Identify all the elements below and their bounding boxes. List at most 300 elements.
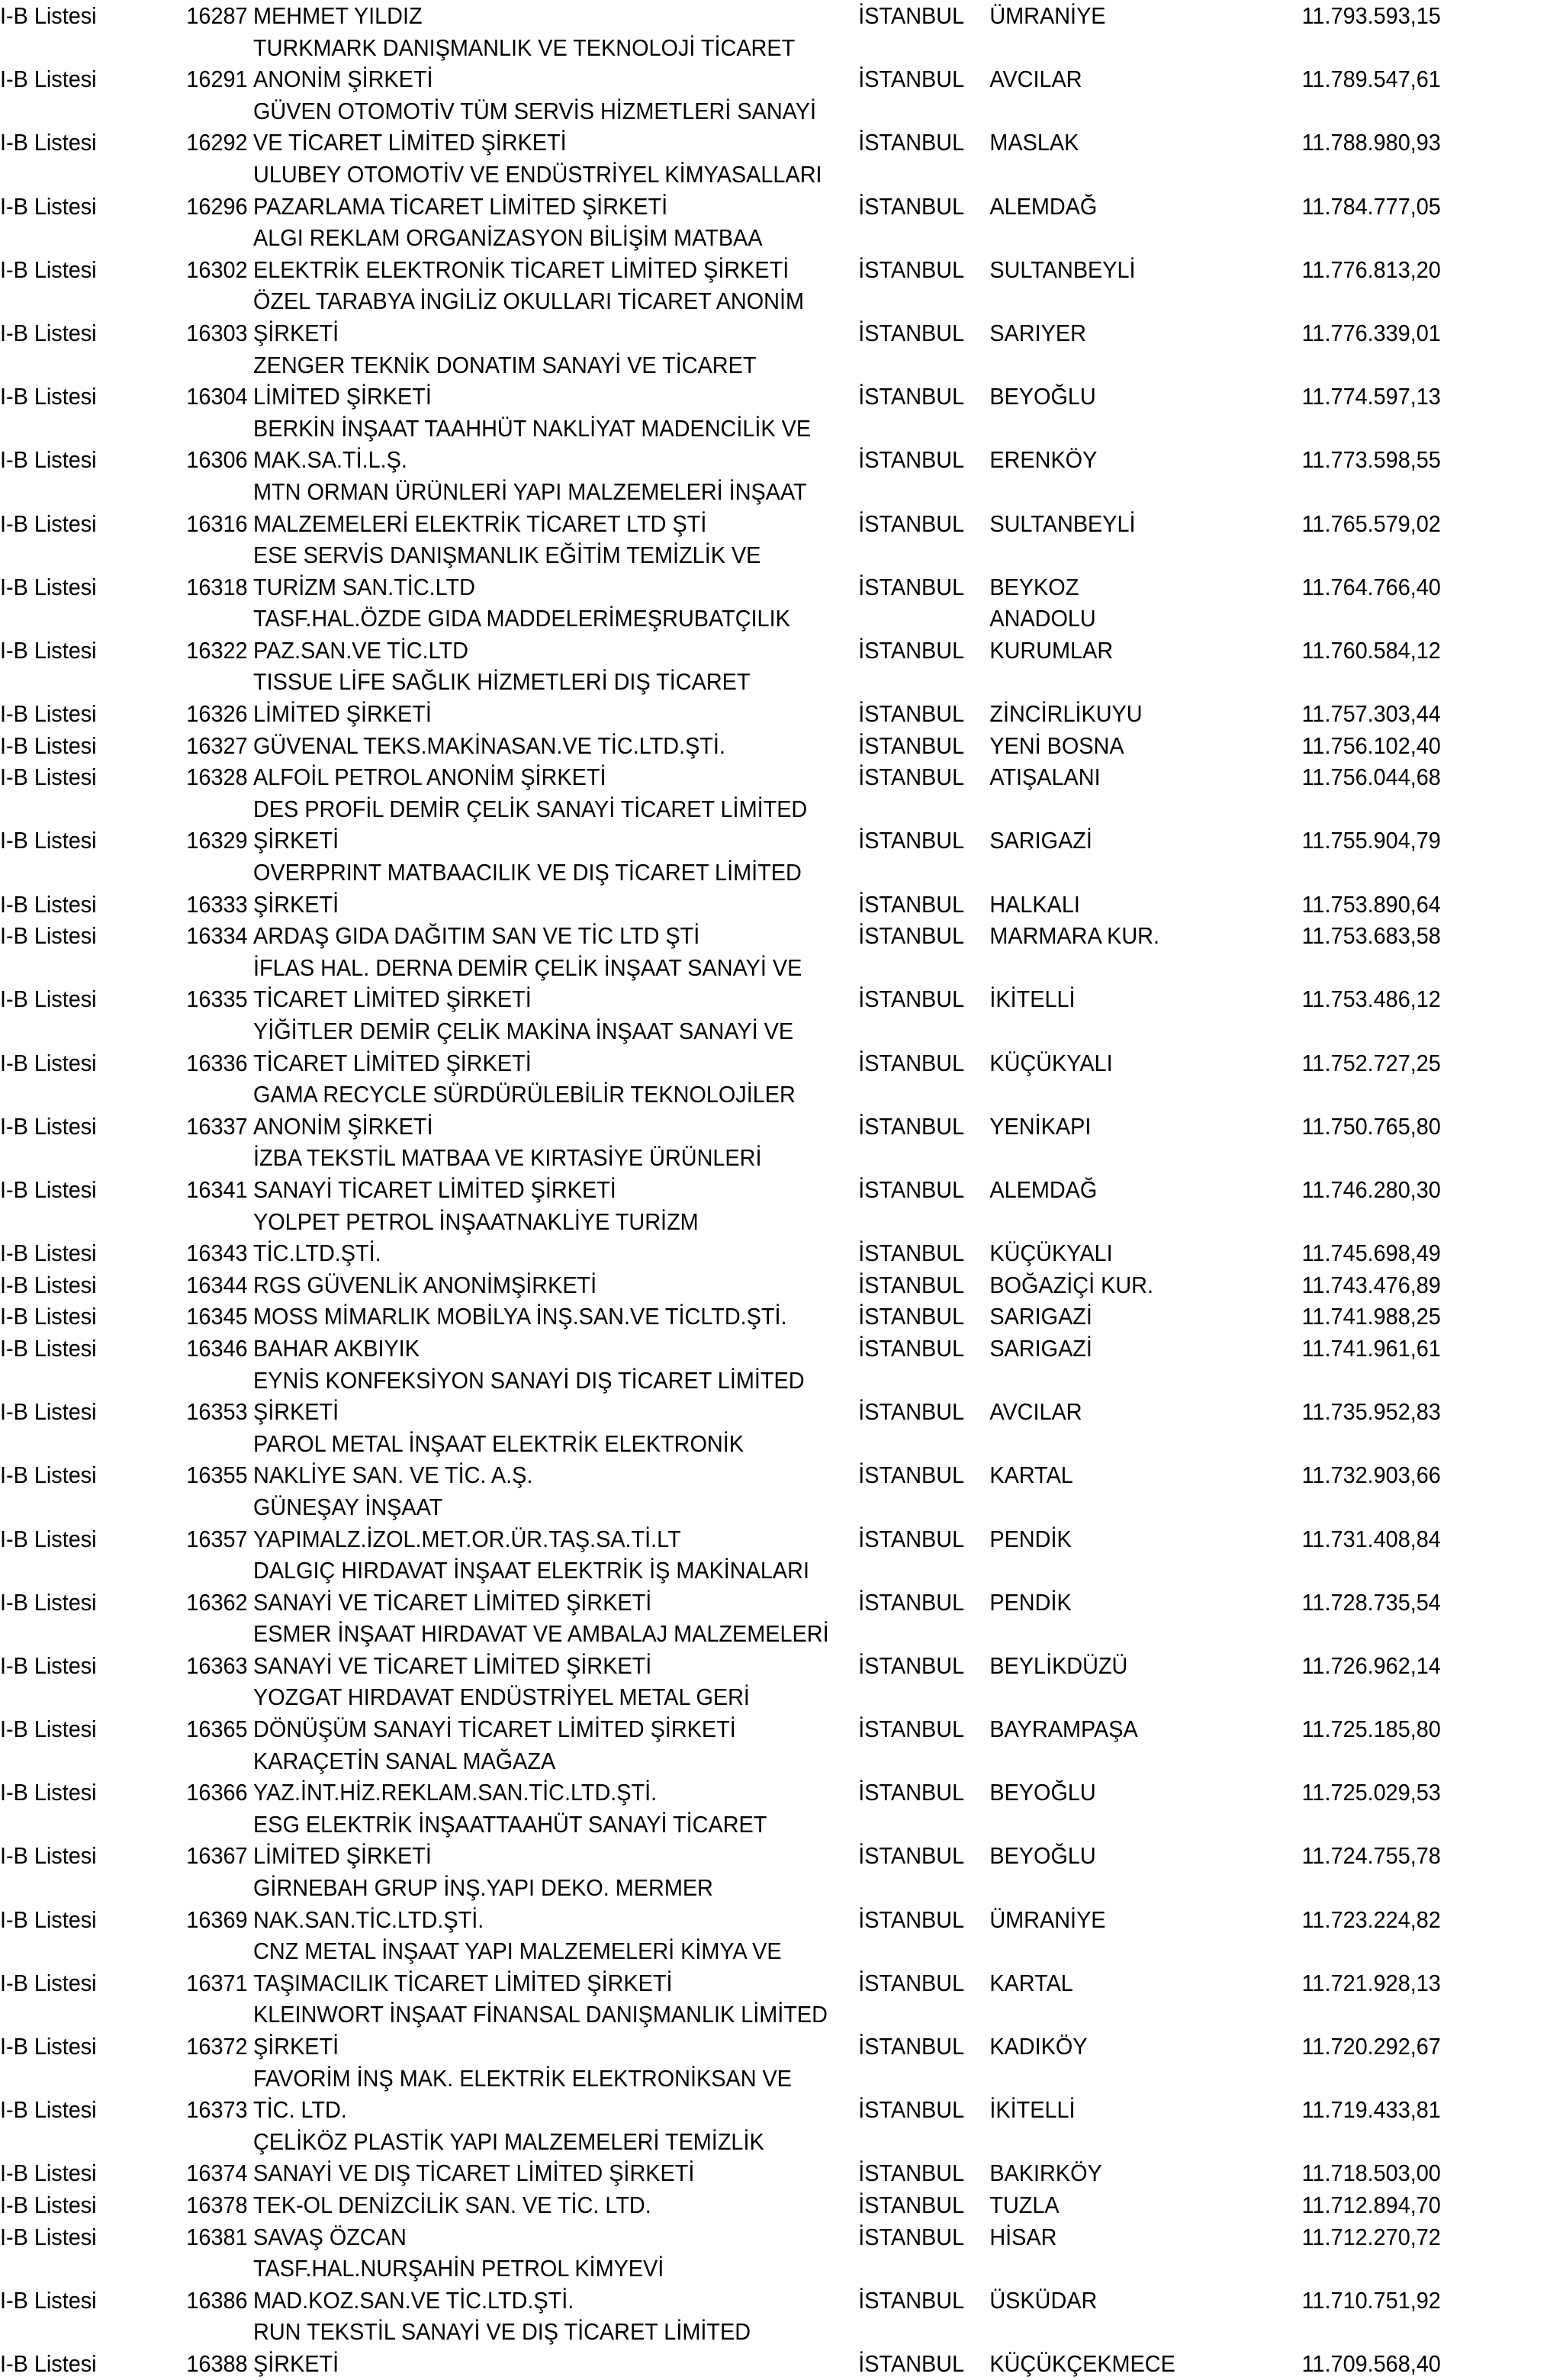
table-row bbox=[0, 1935, 1550, 1999]
district-line bbox=[989, 1015, 1273, 1047]
name-line: ESE SERVİS DANIŞMANLIK EĞİTİM TEMİZLİK VE bbox=[253, 542, 761, 569]
table-row bbox=[0, 2221, 1550, 2253]
debt-amount: 11.757.303,44 bbox=[1301, 700, 1441, 728]
list-type: I-B Listesi bbox=[0, 1716, 97, 1743]
district-line: BEYOĞLU bbox=[989, 1842, 1096, 1870]
district-line: SARIGAZİ bbox=[989, 1334, 1092, 1362]
sequence-number: 16335 bbox=[186, 986, 248, 1013]
table-row bbox=[0, 1365, 1550, 1428]
list-type: I-B Listesi bbox=[0, 1240, 97, 1267]
debt-amount: 11.774.597,13 bbox=[1301, 383, 1441, 410]
name-line: MAD.KOZ.SAN.VE TİC.LTD.ŞTİ. bbox=[253, 2286, 574, 2314]
district-line: BEYLİKDÜZÜ bbox=[989, 1652, 1128, 1679]
debt-amount: 11.735.952,83 bbox=[1301, 1398, 1441, 1426]
tax-office bbox=[989, 1142, 1273, 1205]
sequence-number: 16365 bbox=[186, 1716, 248, 1743]
city: İSTANBUL bbox=[858, 1779, 965, 1806]
city: İSTANBUL bbox=[858, 1716, 965, 1743]
city: İSTANBUL bbox=[858, 2223, 965, 2250]
list-type: I-B Listesi bbox=[0, 1525, 97, 1552]
list-type: I-B Listesi bbox=[0, 383, 97, 410]
tax-office bbox=[989, 1809, 1273, 1872]
district-line: ERENKÖY bbox=[989, 446, 1098, 474]
list-type: I-B Listesi bbox=[0, 510, 97, 537]
district-line: ZİNCİRLİKUYU bbox=[989, 700, 1143, 728]
tax-office bbox=[989, 349, 1273, 413]
district-line bbox=[989, 413, 1273, 445]
list-type: I-B Listesi bbox=[0, 986, 97, 1013]
list-type: I-B Listesi bbox=[0, 764, 97, 791]
name-line: PAROL METAL İNŞAAT ELEKTRİK ELEKTRONİK bbox=[253, 1430, 744, 1457]
debt-amount: 11.760.584,12 bbox=[1301, 636, 1441, 664]
sequence-number: 16386 bbox=[186, 2286, 248, 2314]
city: İSTANBUL bbox=[858, 1525, 965, 1552]
name-line: GAMA RECYCLE SÜRDÜRÜLEBİLİR TEKNOLOJİLER bbox=[253, 1081, 796, 1108]
taxpayer-name bbox=[252, 952, 858, 1015]
city: İSTANBUL bbox=[858, 1112, 965, 1140]
city: İSTANBUL bbox=[858, 732, 965, 759]
district-line bbox=[989, 1809, 1273, 1841]
table-row bbox=[0, 1681, 1550, 1745]
district-line: YENİ BOSNA bbox=[989, 732, 1124, 759]
district-line: AVCILAR bbox=[989, 66, 1082, 93]
name-line: TASF.HAL.NURŞAHİN PETROL KİMYEVİ bbox=[253, 2255, 664, 2282]
name-line: TİCARET LİMİTED ŞİRKETİ bbox=[253, 1049, 532, 1076]
city: İSTANBUL bbox=[858, 1842, 965, 1870]
name-line: TEK-OL DENİZCİLİK SAN. VE TİC. LTD. bbox=[253, 2191, 651, 2218]
tax-office bbox=[989, 2253, 1273, 2316]
list-type: I-B Listesi bbox=[0, 1271, 97, 1298]
name-line: YİĞİTLER DEMİR ÇELİK MAKİNA İNŞAAT SANAYİ VE bbox=[253, 1018, 794, 1044]
name-line: LİMİTED ŞİRKETİ bbox=[253, 700, 432, 728]
list-type: I-B Listesi bbox=[0, 2033, 97, 2060]
list-type: I-B Listesi bbox=[0, 922, 97, 950]
taxpayer-name bbox=[252, 413, 858, 476]
taxpayer-name bbox=[252, 222, 858, 285]
taxpayer-name bbox=[252, 2126, 858, 2189]
table-row bbox=[0, 1999, 1550, 2062]
district-line: SULTANBEYLİ bbox=[989, 510, 1136, 537]
taxpayer-name bbox=[252, 1428, 858, 1491]
sequence-number: 16341 bbox=[186, 1176, 248, 1203]
name-line: GİRNEBAH GRUP İNŞ.YAPI DEKO. MERMER bbox=[253, 1874, 713, 1902]
list-type: I-B Listesi bbox=[0, 636, 97, 664]
district-line bbox=[989, 2253, 1273, 2285]
table-row bbox=[0, 159, 1550, 222]
table-row bbox=[0, 1809, 1550, 1872]
name-line: MAK.SA.Tİ.L.Ş. bbox=[253, 446, 407, 474]
name-line: KLEINWORT İNŞAAT FİNANSAL DANIŞMANLIK LİMİTED bbox=[253, 2001, 828, 2028]
district-line bbox=[989, 1142, 1273, 1174]
name-line: RGS GÜVENLİK ANONİMŞİRKETİ bbox=[253, 1271, 597, 1298]
district-line bbox=[989, 539, 1273, 571]
debt-amount: 11.746.280,30 bbox=[1301, 1176, 1441, 1203]
city: İSTANBUL bbox=[858, 2160, 965, 2187]
tax-office bbox=[989, 2063, 1273, 2126]
list-type: I-B Listesi bbox=[0, 446, 97, 474]
name-line: MALZEMELERİ ELEKTRİK TİCARET LTD ŞTİ bbox=[253, 510, 707, 537]
sequence-number: 16292 bbox=[186, 129, 248, 156]
city: İSTANBUL bbox=[858, 319, 965, 346]
debt-amount: 11.719.433,81 bbox=[1301, 2096, 1441, 2124]
name-line: ANONİM ŞİRKETİ bbox=[253, 66, 433, 93]
list-type: I-B Listesi bbox=[0, 2286, 97, 2314]
name-line: GÜVEN OTOMOTİV TÜM SERVİS HİZMETLERİ SANAYİ bbox=[253, 97, 816, 124]
debt-amount: 11.743.476,89 bbox=[1301, 1271, 1441, 1298]
list-type: I-B Listesi bbox=[0, 1462, 97, 1489]
sequence-number: 16372 bbox=[186, 2033, 248, 2060]
district-line: KARTAL bbox=[989, 1969, 1073, 1996]
taxpayer-name bbox=[252, 2253, 858, 2316]
list-type: I-B Listesi bbox=[0, 1652, 97, 1679]
taxpayer-name bbox=[252, 920, 858, 952]
district-line: ALEMDAĞ bbox=[989, 192, 1098, 220]
city: İSTANBUL bbox=[858, 922, 965, 950]
district-line bbox=[989, 222, 1273, 254]
list-type: I-B Listesi bbox=[0, 890, 97, 918]
city: İSTANBUL bbox=[858, 256, 965, 283]
taxpayer-name bbox=[252, 476, 858, 539]
debt-amount: 11.765.579,02 bbox=[1301, 510, 1441, 537]
list-type: I-B Listesi bbox=[0, 2349, 97, 2377]
debt-amount: 11.712.270,72 bbox=[1301, 2223, 1441, 2250]
debt-amount: 11.753.486,12 bbox=[1301, 986, 1441, 1013]
sequence-number: 16362 bbox=[186, 1588, 248, 1616]
district-line bbox=[989, 1745, 1273, 1777]
district-line: SULTANBEYLİ bbox=[989, 256, 1136, 283]
name-line: NAK.SAN.TİC.LTD.ŞTİ. bbox=[253, 1906, 484, 1933]
city: İSTANBUL bbox=[858, 66, 965, 93]
city: İSTANBUL bbox=[858, 636, 965, 664]
tax-office bbox=[989, 2316, 1273, 2379]
tax-office bbox=[989, 539, 1273, 603]
taxpayer-name bbox=[252, 1555, 858, 1618]
city: İSTANBUL bbox=[858, 1176, 965, 1203]
city: İSTANBUL bbox=[858, 1398, 965, 1426]
district-line: MARMARA KUR. bbox=[989, 922, 1160, 950]
list-type: I-B Listesi bbox=[0, 129, 97, 156]
debt-amount: 11.710.751,92 bbox=[1301, 2286, 1441, 2314]
district-line bbox=[989, 1428, 1273, 1460]
name-line: ANONİM ŞİRKETİ bbox=[253, 1112, 433, 1140]
name-line: RUN TEKSTİL SANAYİ VE DIŞ TİCARET LİMİTED bbox=[253, 2318, 751, 2346]
sequence-number: 16306 bbox=[186, 446, 248, 474]
city: İSTANBUL bbox=[858, 1271, 965, 1298]
name-line: ALGI REKLAM ORGANİZASYON BİLİŞİM MATBAA bbox=[253, 224, 763, 252]
name-line: ULUBEY OTOMOTİV VE ENDÜSTRİYEL KİMYASALLARI bbox=[253, 160, 822, 188]
district-line bbox=[989, 793, 1273, 825]
district-line: BOĞAZİÇİ KUR. bbox=[989, 1271, 1154, 1298]
taxpayer-name bbox=[252, 1301, 858, 1333]
list-type: I-B Listesi bbox=[0, 573, 97, 600]
district-line: ÜMRANİYE bbox=[989, 1906, 1106, 1933]
taxpayer-name bbox=[252, 285, 858, 349]
name-line: LİMİTED ŞİRKETİ bbox=[253, 1842, 432, 1870]
name-line: TİCARET LİMİTED ŞİRKETİ bbox=[253, 986, 532, 1013]
debt-amount: 11.753.683,58 bbox=[1301, 922, 1441, 950]
city: İSTANBUL bbox=[858, 192, 965, 220]
debt-amount: 11.741.988,25 bbox=[1301, 1303, 1441, 1330]
tax-office bbox=[989, 2221, 1273, 2253]
district-line bbox=[989, 1206, 1273, 1238]
sequence-number: 16328 bbox=[186, 764, 248, 791]
taxpayer-name bbox=[252, 1681, 858, 1745]
name-line: YAZ.İNT.HİZ.REKLAM.SAN.TİC.LTD.ŞTİ. bbox=[253, 1779, 658, 1806]
list-type: I-B Listesi bbox=[0, 256, 97, 283]
sequence-number: 16378 bbox=[186, 2191, 248, 2218]
city: İSTANBUL bbox=[858, 764, 965, 791]
tax-office bbox=[989, 159, 1273, 222]
sequence-number: 16369 bbox=[186, 1906, 248, 1933]
city: İSTANBUL bbox=[858, 1906, 965, 1933]
tax-office bbox=[989, 1618, 1273, 1681]
table-row bbox=[0, 1301, 1550, 1333]
sequence-number: 16357 bbox=[186, 1525, 248, 1552]
name-line: SANAYİ VE TİCARET LİMİTED ŞİRKETİ bbox=[253, 1652, 652, 1679]
debt-amount: 11.721.928,13 bbox=[1301, 1969, 1441, 1996]
sequence-number: 16388 bbox=[186, 2349, 248, 2377]
taxpayer-name bbox=[252, 95, 858, 159]
tax-office bbox=[989, 222, 1273, 285]
name-line: ŞİRKETİ bbox=[253, 890, 339, 918]
debt-amount: 11.756.044,68 bbox=[1301, 764, 1441, 791]
district-line bbox=[989, 666, 1273, 698]
district-line bbox=[989, 1999, 1273, 2031]
tax-office bbox=[989, 1491, 1273, 1555]
taxpayer-name bbox=[252, 603, 858, 666]
table-row bbox=[0, 0, 1550, 32]
sequence-number: 16371 bbox=[186, 1969, 248, 1996]
taxpayer-name bbox=[252, 1872, 858, 1935]
district-line bbox=[989, 1872, 1273, 1904]
city: İSTANBUL bbox=[858, 510, 965, 537]
taxpayer-name bbox=[252, 1079, 858, 1142]
table-row bbox=[0, 1491, 1550, 1555]
district-line: KÜÇÜKYALI bbox=[989, 1240, 1113, 1267]
city: İSTANBUL bbox=[858, 1049, 965, 1076]
list-type: I-B Listesi bbox=[0, 827, 97, 854]
taxpayer-name bbox=[252, 1618, 858, 1681]
city: İSTANBUL bbox=[858, 2191, 965, 2218]
list-type: I-B Listesi bbox=[0, 1588, 97, 1616]
table-row bbox=[0, 285, 1550, 349]
table-row bbox=[0, 2126, 1550, 2189]
tax-office bbox=[989, 857, 1273, 920]
name-line: ESMER İNŞAAT HIRDAVAT VE AMBALAJ MALZEMELERİ bbox=[253, 1620, 829, 1648]
sequence-number: 16291 bbox=[186, 66, 248, 93]
name-line: TISSUE LİFE SAĞLIK HİZMETLERİ DIŞ TİCARET bbox=[253, 668, 751, 696]
sequence-number: 16287 bbox=[186, 2, 248, 29]
name-line: YAPIMALZ.İZOL.MET.OR.ÜR.TAŞ.SA.Tİ.LT bbox=[253, 1525, 681, 1552]
table-row bbox=[0, 95, 1550, 159]
district-line: BEYKOZ bbox=[989, 573, 1079, 600]
name-line: TASF.HAL.ÖZDE GIDA MADDELERİMEŞRUBATÇILIK bbox=[253, 605, 790, 632]
sequence-number: 16363 bbox=[186, 1652, 248, 1679]
sequence-number: 16374 bbox=[186, 2160, 248, 2187]
city: İSTANBUL bbox=[858, 2349, 965, 2377]
sequence-number: 16327 bbox=[186, 732, 248, 759]
table-row bbox=[0, 413, 1550, 476]
taxpayer-name bbox=[252, 2063, 858, 2126]
name-line: TİC.LTD.ŞTİ. bbox=[253, 1240, 381, 1267]
table-row bbox=[0, 2189, 1550, 2221]
city: İSTANBUL bbox=[858, 129, 965, 156]
taxpayer-name bbox=[252, 2316, 858, 2379]
table-row bbox=[0, 666, 1550, 729]
district-line: BAKIRKÖY bbox=[989, 2160, 1102, 2187]
tax-office bbox=[989, 1079, 1273, 1142]
name-line: BERKİN İNŞAAT TAAHHÜT NAKLİYAT MADENCİLİK VE bbox=[253, 414, 812, 442]
district-line: SARIGAZİ bbox=[989, 1303, 1092, 1330]
sequence-number: 16329 bbox=[186, 827, 248, 854]
district-line: PENDİK bbox=[989, 1588, 1072, 1616]
table-row bbox=[0, 1015, 1550, 1079]
name-line: ŞİRKETİ bbox=[253, 827, 339, 854]
table-row bbox=[0, 1142, 1550, 1205]
debt-amount: 11.750.765,80 bbox=[1301, 1112, 1441, 1140]
list-type: I-B Listesi bbox=[0, 319, 97, 346]
tax-office bbox=[989, 2126, 1273, 2189]
taxpayer-name bbox=[252, 1269, 858, 1301]
list-type: I-B Listesi bbox=[0, 1334, 97, 1362]
district-line: KURUMLAR bbox=[989, 636, 1114, 664]
district-line: AVCILAR bbox=[989, 1398, 1082, 1426]
table-row bbox=[0, 1428, 1550, 1491]
name-line: NAKLİYE SAN. VE TİC. A.Ş. bbox=[253, 1462, 533, 1489]
list-type: I-B Listesi bbox=[0, 2096, 97, 2124]
name-line: ESG ELEKTRİK İNŞAATTAAHÜT SANAYİ TİCARET bbox=[253, 1810, 767, 1838]
tax-office bbox=[989, 1555, 1273, 1618]
table-row bbox=[0, 1872, 1550, 1935]
list-type: I-B Listesi bbox=[0, 1842, 97, 1870]
list-type: I-B Listesi bbox=[0, 1303, 97, 1330]
district-line: YENİKAPI bbox=[989, 1112, 1092, 1140]
district-line bbox=[989, 32, 1273, 64]
district-line bbox=[989, 2316, 1273, 2348]
tax-office bbox=[989, 1935, 1273, 1999]
sequence-number: 16333 bbox=[186, 890, 248, 918]
table-row bbox=[0, 793, 1550, 857]
tax-office bbox=[989, 413, 1273, 476]
district-line bbox=[989, 1618, 1273, 1650]
debt-amount: 11.784.777,05 bbox=[1301, 192, 1441, 220]
district-line bbox=[989, 285, 1273, 317]
list-type: I-B Listesi bbox=[0, 2160, 97, 2187]
district-line: KADIKÖY bbox=[989, 2033, 1088, 2060]
tax-office bbox=[989, 952, 1273, 1015]
name-line: FAVORİM İNŞ MAK. ELEKTRİK ELEKTRONİKSAN VE bbox=[253, 2064, 792, 2092]
taxpayer-name bbox=[252, 857, 858, 920]
district-line: HALKALI bbox=[989, 890, 1080, 918]
list-type: I-B Listesi bbox=[0, 1398, 97, 1426]
sequence-number: 16326 bbox=[186, 700, 248, 728]
district-line: SARIGAZİ bbox=[989, 827, 1092, 854]
table-row bbox=[0, 349, 1550, 413]
taxpayer-name bbox=[252, 539, 858, 603]
tax-office bbox=[989, 1365, 1273, 1428]
taxpayer-name bbox=[252, 1935, 858, 1999]
table-row bbox=[0, 920, 1550, 952]
district-line: ÜMRANİYE bbox=[989, 2, 1106, 29]
name-line: ÇELİKÖZ PLASTİK YAPI MALZEMELERİ TEMİZLİK bbox=[253, 2128, 764, 2155]
name-line: GÜVENAL TEKS.MAKİNASAN.VE TİC.LTD.ŞTİ. bbox=[253, 732, 725, 759]
name-line: TİC. LTD. bbox=[253, 2096, 347, 2124]
debt-amount: 11.723.224,82 bbox=[1301, 1906, 1441, 1933]
tax-office bbox=[989, 793, 1273, 857]
district-line bbox=[989, 349, 1273, 381]
taxpayer-name bbox=[252, 349, 858, 413]
district-line bbox=[989, 2063, 1273, 2095]
district-line bbox=[989, 1491, 1273, 1523]
taxpayer-name bbox=[252, 1015, 858, 1079]
name-line: ŞİRKETİ bbox=[253, 2033, 339, 2060]
sequence-number: 16381 bbox=[186, 2223, 248, 2250]
taxpayer-name bbox=[252, 2189, 858, 2221]
city: İSTANBUL bbox=[858, 890, 965, 918]
taxpayer-name bbox=[252, 1999, 858, 2062]
district-line bbox=[989, 1079, 1273, 1111]
debt-amount: 11.709.568,40 bbox=[1301, 2349, 1441, 2377]
list-type: I-B Listesi bbox=[0, 700, 97, 728]
taxpayer-name bbox=[252, 1809, 858, 1872]
district-line: ALEMDAĞ bbox=[989, 1176, 1098, 1203]
name-line: ELEKTRİK ELEKTRONİK TİCARET LİMİTED ŞİRKETİ bbox=[253, 256, 789, 283]
name-line: SANAYİ VE DIŞ TİCARET LİMİTED ŞİRKETİ bbox=[253, 2160, 695, 2187]
name-line: DES PROFİL DEMİR ÇELİK SANAYİ TİCARET LİMİTED bbox=[253, 795, 808, 822]
city: İSTANBUL bbox=[858, 986, 965, 1013]
tax-office bbox=[989, 761, 1273, 793]
list-type: I-B Listesi bbox=[0, 1176, 97, 1203]
district-line bbox=[989, 857, 1273, 889]
table-row bbox=[0, 1745, 1550, 1809]
table-row bbox=[0, 603, 1550, 666]
city: İSTANBUL bbox=[858, 1303, 965, 1330]
taxpayer-name bbox=[252, 1745, 858, 1809]
sequence-number: 16343 bbox=[186, 1240, 248, 1267]
name-line: TURKMARK DANIŞMANLIK VE TEKNOLOJİ TİCARET bbox=[253, 34, 796, 61]
sequence-number: 16304 bbox=[186, 383, 248, 410]
list-type: I-B Listesi bbox=[0, 1779, 97, 1806]
tax-office bbox=[989, 666, 1273, 729]
debt-amount: 11.793.593,15 bbox=[1301, 2, 1441, 29]
name-line: SANAYİ VE TİCARET LİMİTED ŞİRKETİ bbox=[253, 1588, 652, 1616]
taxpayer-name bbox=[252, 1206, 858, 1269]
district-line bbox=[989, 159, 1273, 191]
taxpayer-name bbox=[252, 1333, 858, 1365]
district-line: İKİTELLİ bbox=[989, 986, 1076, 1013]
name-line: CNZ METAL İNŞAAT YAPI MALZEMELERİ KİMYA VE bbox=[253, 1938, 782, 1965]
table-row bbox=[0, 1555, 1550, 1618]
sequence-number: 16302 bbox=[186, 256, 248, 283]
district-line bbox=[989, 1555, 1273, 1587]
table-row bbox=[0, 730, 1550, 762]
taxpayer-name bbox=[252, 159, 858, 222]
district-line bbox=[989, 1935, 1273, 1967]
table-row bbox=[0, 1269, 1550, 1301]
tax-office bbox=[989, 32, 1273, 95]
district-line bbox=[989, 1681, 1273, 1713]
tax-office bbox=[989, 476, 1273, 539]
debt-amount: 11.764.766,40 bbox=[1301, 573, 1441, 600]
list-type: I-B Listesi bbox=[0, 192, 97, 220]
sequence-number: 16373 bbox=[186, 2096, 248, 2124]
city: İSTANBUL bbox=[858, 827, 965, 854]
city: İSTANBUL bbox=[858, 573, 965, 600]
tax-office bbox=[989, 1872, 1273, 1935]
list-type: I-B Listesi bbox=[0, 2191, 97, 2218]
sequence-number: 16334 bbox=[186, 922, 248, 950]
taxpayer-name bbox=[252, 730, 858, 762]
